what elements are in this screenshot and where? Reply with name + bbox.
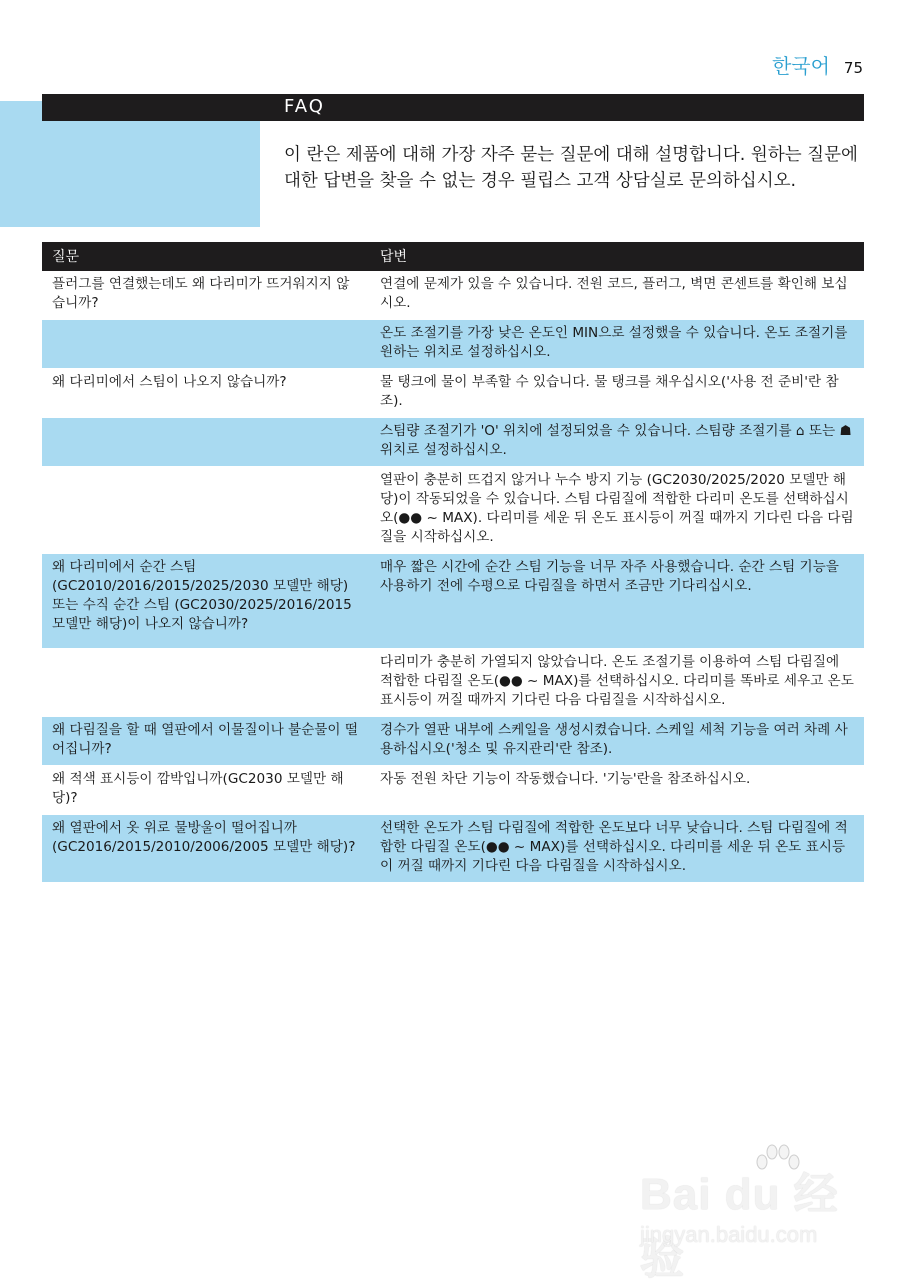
answer-cell: 물 탱크에 물이 부족할 수 있습니다. 물 탱크를 채우십시오('사용 전 준비'란 참조). (370, 369, 864, 418)
question-cell: 왜 다리미에서 스팀이 나오지 않습니까? (42, 369, 370, 418)
section-intro: 이 란은 제품에 대해 가장 자주 묻는 질문에 대해 설명합니다. 원하는 질문에 대한 답변을 찾을 수 없는 경우 필립스 고객 상담실로 문의하십시오. (284, 145, 858, 191)
question-cell: 왜 열판에서 옷 위로 물방울이 떨어집니까 (GC2016/2015/2010/2006/2005 모델만 해당)? (42, 815, 370, 883)
table-row (42, 554, 864, 649)
page-number: 75 (843, 59, 863, 77)
table-row (42, 369, 864, 418)
answer-cell: 선택한 온도가 스팀 다림질에 적합한 온도보다 너무 낮습니다. 스팀 다림질에 적합한 다림질 온도(●● ~ MAX)를 선택하십시오. 다리미를 세운 뒤 온도 표시등이 꺼질 때까지 기다린 다음 다림질을 시작하십시오. (370, 815, 864, 883)
table-row (42, 717, 864, 766)
question-cell: 왜 다리미에서 순간 스팀 (GC2010/2016/2015/2025/2030 모델만 해당) 또는 수직 순간 스팀 (GC2030/2025/2016/2015 모델만 해당)이 나오지 않습니까? (42, 554, 370, 649)
answer-cell: 경수가 열판 내부에 스케일을 생성시켰습니다. 스케일 세척 기능을 여러 차례 사용하십시오('청소 및 유지관리'란 참조). (370, 717, 864, 766)
answer-cell: 스팀량 조절기가 'O' 위치에 설정되었을 수 있습니다. 스팀량 조절기를 ⌂ 또는 ☗ 위치로 설정하십시오. (370, 418, 864, 467)
question-cell: 왜 다림질을 할 때 열판에서 이물질이나 불순물이 떨어집니까? (42, 717, 370, 766)
question-cell (42, 467, 370, 554)
question-cell (42, 418, 370, 467)
page-header (772, 50, 863, 79)
language-label: 한국어 (771, 54, 830, 78)
watermark-logo: Bai du 经验 (640, 1170, 839, 1283)
table-row (42, 271, 864, 320)
answer-cell: 연결에 문제가 있을 수 있습니다. 전원 코드, 플러그, 벽면 콘센트를 확인해 보십시오. (370, 271, 864, 320)
column-header-question: 질문 (42, 242, 370, 271)
table-row (42, 649, 864, 717)
table-row (42, 320, 864, 369)
watermark-url: jingyan.baidu.com (640, 1222, 818, 1247)
answer-cell: 열판이 충분히 뜨겁지 않거나 누수 방지 기능 (GC2030/2025/2020 모델만 해당)이 작동되었을 수 있습니다. 스팀 다림질에 적합한 다리미 온도를 선택하십시오(●● ~ MAX). 다리미를 세운 뒤 온도 표시등이 꺼질 때까지 기다린 다음 다림질을 시작하십시오. (370, 467, 864, 554)
question-cell: 플러그를 연결했는데도 왜 다리미가 뜨거워지지 않습니까? (42, 271, 370, 320)
section-title-bar (42, 94, 864, 121)
table-row (42, 766, 864, 815)
baidu-watermark (640, 1150, 880, 1283)
section-title: FAQ (284, 96, 325, 117)
table-row (42, 815, 864, 883)
question-cell: 왜 적색 표시등이 깜박입니까(GC2030 모델만 해당)? (42, 766, 370, 815)
answer-cell: 다리미가 충분히 가열되지 않았습니다. 온도 조절기를 이용하여 스팀 다림질에 적합한 다림질 온도(●● ~ MAX)를 선택하십시오. 다리미를 똑바로 세우고 온도 표시등이 꺼질 때까지 기다린 다음 다림질을 시작하십시오. (370, 649, 864, 717)
answer-cell: 온도 조절기를 가장 낮은 온도인 MIN으로 설정했을 수 있습니다. 온도 조절기를 원하는 위치로 설정하십시오. (370, 320, 864, 369)
question-cell (42, 649, 370, 717)
answer-cell: 매우 짧은 시간에 순간 스팀 기능을 너무 자주 사용했습니다. 순간 스팀 기능을 사용하기 전에 수평으로 다림질을 하면서 조금만 기다리십시오. (370, 554, 864, 649)
question-cell (42, 320, 370, 369)
table-row (42, 418, 864, 467)
answer-cell: 자동 전원 차단 기능이 작동했습니다. '기능'란을 참조하십시오. (370, 766, 864, 815)
faq-table (42, 242, 864, 883)
table-row (42, 467, 864, 554)
column-header-answer: 답변 (370, 242, 864, 271)
table-header-row (42, 242, 864, 271)
